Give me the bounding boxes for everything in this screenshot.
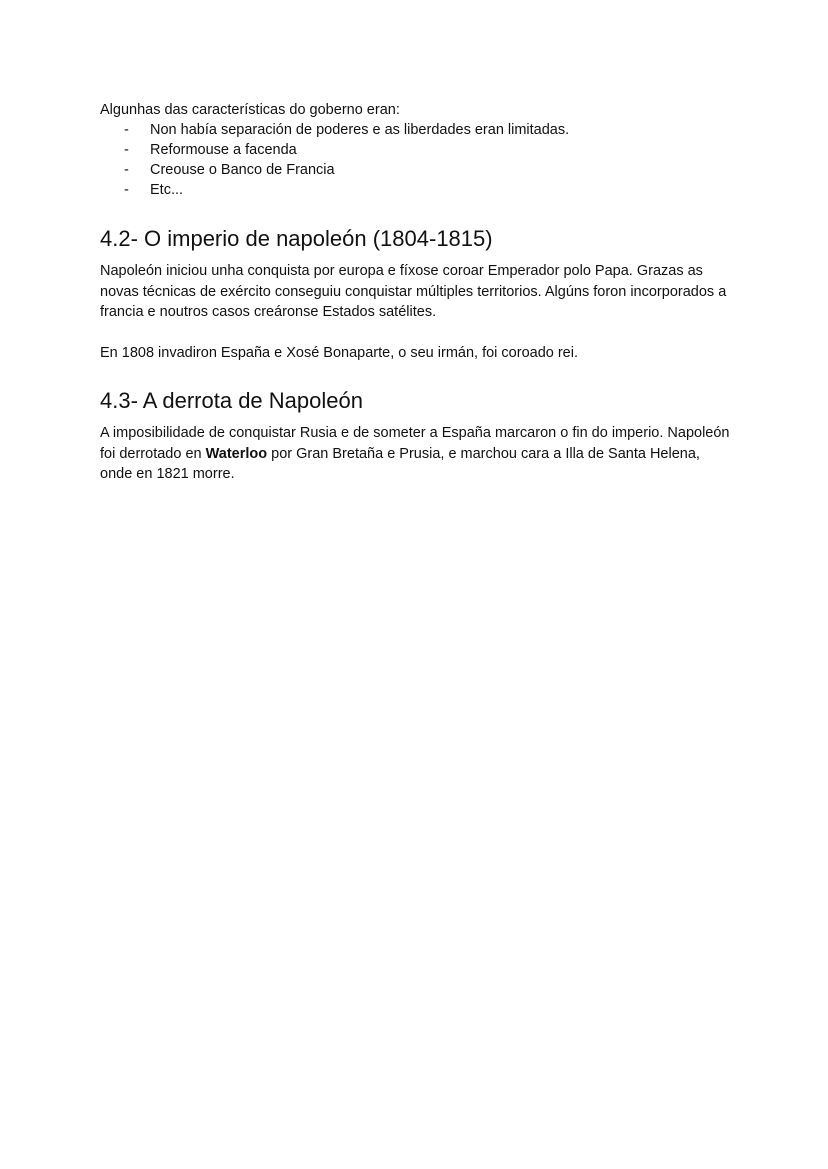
section-heading-defeat: 4.3- A derrota de Napoleón (100, 388, 363, 413)
section-heading-empire: 4.2- O imperio de napoleón (1804-1815) (100, 226, 493, 251)
empire-paragraph-spain: En 1808 invadiron España e Xosé Bonaparte, o seu irmán, foi coroado rei. (100, 344, 578, 361)
empire-paragraph-conquest: Napoleón iniciou unha conquista por europa e fíxose coroar Emperador polo Papa. Grazas as novas técnicas de exército conseguiu conquistar múltiples territorios. Algúns foron incorporados a francia e noutros casos creáronse Estados satélites. (100, 263, 727, 320)
list-item (100, 140, 730, 160)
bullet-dash: - (124, 182, 129, 198)
waterloo-term: Waterloo (205, 445, 268, 462)
list-item (100, 180, 730, 200)
list-item-text: Non había separación de poderes e as liberdades eran limitadas. (150, 122, 570, 138)
bullet-dash: - (124, 142, 129, 158)
bullet-dash: - (124, 162, 129, 178)
list-item-text: Reformouse a facenda (150, 142, 297, 158)
bullet-dash: - (124, 122, 129, 138)
intro-text: Algunhas das características do goberno eran: (100, 102, 400, 118)
list-item (100, 120, 730, 140)
defeat-text-start: A imposibilidade de conquistar Rusia e de someter a España marcaron o fin do imperio. Napoleón foi derrotado en (100, 425, 730, 462)
list-item-text: Etc... (150, 182, 184, 198)
defeat-text-end: por Gran Bretaña e Prusia, e marchou cara a Illa de Santa Helena, onde en 1821 morre. (100, 445, 700, 482)
list-item-text: Creouse o Banco de Francia (150, 162, 335, 178)
characteristics-list (100, 120, 730, 200)
defeat-paragraph (100, 423, 730, 485)
list-item (100, 160, 730, 180)
document-page (100, 100, 730, 485)
